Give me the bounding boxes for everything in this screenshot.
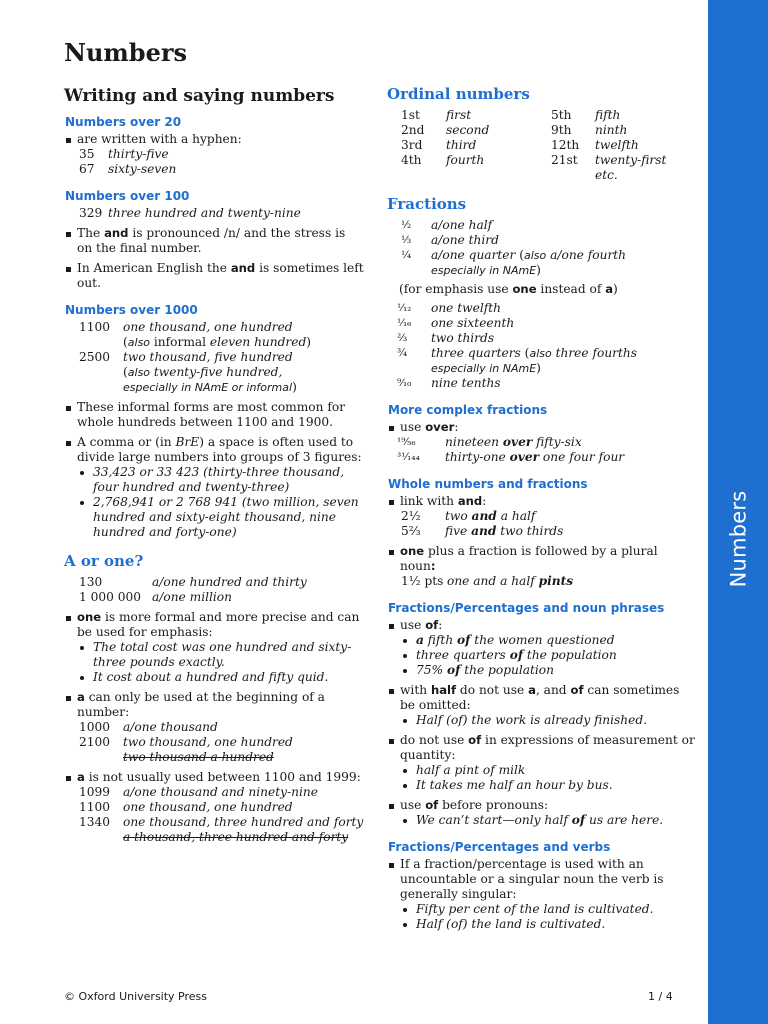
example — [79, 206, 364, 221]
fraction: ³¹⁄₁₄₄ — [397, 451, 420, 463]
text: ) — [613, 282, 618, 296]
words: five — [445, 524, 472, 538]
example — [401, 248, 697, 278]
left-column — [64, 84, 364, 845]
subheading: Numbers over 100 — [65, 189, 190, 203]
cell: 3rd — [401, 138, 423, 152]
words: two million, seven hundred and sixty-eight thousand, nine hundred and forty-one — [93, 495, 359, 539]
label: informal — [150, 335, 210, 349]
text: do not use — [456, 683, 529, 697]
subheading: Fractions — [387, 195, 467, 213]
bullet — [64, 261, 364, 291]
example — [79, 575, 364, 590]
paren: ( — [123, 365, 128, 379]
words: one thousand, one hundred — [123, 800, 293, 814]
words: two thirds — [496, 524, 564, 538]
cell: ninth — [595, 123, 628, 137]
text: do not use — [400, 733, 469, 747]
subheading: Whole numbers and fractions — [388, 477, 588, 491]
text: A comma or (in — [77, 435, 176, 449]
paren: ( — [123, 335, 128, 349]
side-tab-label: Numbers — [726, 490, 751, 588]
keyword: of — [571, 813, 586, 827]
alternative: three fourths — [551, 346, 637, 360]
whole-numbers-and-fractions — [387, 476, 697, 589]
example — [397, 376, 697, 391]
words: one twelfth — [431, 301, 501, 315]
number: 2500 — [79, 350, 111, 364]
words: a/one million — [152, 590, 232, 604]
words: two thirds — [431, 331, 495, 345]
bullet — [64, 690, 364, 720]
cell: 1st — [401, 108, 420, 122]
text: is not usually used between 1100 and 1999: — [84, 770, 361, 784]
keyword: a — [605, 282, 614, 296]
words: one thousand, three hundred and forty — [123, 815, 364, 829]
fractions-percentages-noun-phrases — [387, 600, 697, 828]
sub-bullet: It cost about a hundred and fifty quid. — [64, 670, 364, 685]
words: 75% — [416, 663, 447, 677]
label: also — [523, 249, 547, 262]
text: In American English the — [77, 261, 231, 275]
example — [401, 509, 697, 524]
number: 1340 — [79, 815, 111, 829]
text: : — [482, 494, 487, 508]
example — [397, 316, 697, 331]
keyword: one — [512, 282, 537, 296]
keyword: of — [468, 733, 482, 747]
cell: twenty-first — [595, 153, 667, 167]
complex-fractions — [387, 402, 697, 465]
words: We can’t start—only half — [416, 813, 572, 827]
fraction: 2½ — [401, 509, 421, 523]
text: can sometimes be omitted: — [400, 683, 680, 712]
alternative: eleven hundred — [209, 335, 307, 349]
sub-bullet: Fifty per cent of the land is cultivated. — [387, 902, 697, 917]
keyword: and — [471, 524, 497, 538]
sub-bullet — [387, 713, 697, 728]
ordinal-table — [401, 108, 697, 183]
numbers-over-20 — [64, 114, 364, 177]
keyword: one — [77, 610, 102, 624]
text: is sometimes left out. — [77, 261, 364, 290]
words: ) the work is already finished. — [462, 713, 648, 727]
text: link with — [400, 494, 458, 508]
example — [79, 320, 364, 350]
sub-bullet — [387, 648, 697, 663]
fraction: ½ — [401, 219, 412, 231]
words: two thousand, one hundred — [123, 735, 293, 749]
fraction: ⅔ — [397, 332, 408, 344]
incorrect-example: a thousand, three hundred and forty — [123, 830, 349, 844]
number: 2100 — [79, 735, 111, 749]
sub-bullet — [387, 813, 697, 828]
text: , and — [535, 683, 571, 697]
example — [79, 720, 364, 735]
keyword: of — [446, 663, 461, 677]
paren: ) — [536, 361, 541, 375]
paren: ) — [292, 380, 297, 394]
keyword: of — [425, 618, 439, 632]
fraction: ¹⁄₁₆ — [397, 317, 412, 329]
fraction: ⅓ — [401, 234, 412, 246]
number: 1½ pts — [401, 574, 444, 588]
fraction: ¾ — [397, 347, 408, 359]
words: thirty-five — [108, 147, 169, 161]
text: can only be used at the beginning of a number: — [77, 690, 325, 719]
keyword: and — [104, 226, 129, 240]
text: in expressions of measurement or quantity: — [400, 733, 695, 762]
subheading: A or one? — [64, 552, 144, 570]
bullet — [387, 683, 697, 713]
sub-bullet — [387, 663, 697, 678]
sub-bullet: The total cost was one hundred and sixty-three pounds exactly. — [64, 640, 364, 670]
words: a/one thousand and ninety-nine — [123, 785, 318, 799]
fraction: ¹⁄₁₂ — [397, 302, 412, 314]
words: a/one third — [431, 233, 499, 247]
alternative: a/one fourth — [546, 248, 627, 262]
words: fifth — [423, 633, 458, 647]
words: a/one hundred and thirty — [152, 575, 307, 589]
words: Half ( — [416, 917, 451, 931]
words: one four four — [539, 450, 625, 464]
number: 1100 — [79, 800, 111, 814]
keyword: over — [425, 420, 455, 434]
number: 1000 — [79, 720, 111, 734]
cell: first — [446, 108, 472, 122]
sub-bullet: half a pint of milk — [387, 763, 697, 778]
keyword: over — [509, 450, 540, 464]
cell: fifth — [595, 108, 621, 122]
bullet — [64, 610, 364, 640]
cell: twelfth — [595, 138, 639, 152]
cell: second — [446, 123, 490, 137]
keyword: a — [528, 683, 536, 697]
text: plus a fraction is followed by a plural noun — [400, 544, 658, 573]
fraction: ⁹⁄₁₀ — [397, 377, 412, 389]
paren: ( — [520, 346, 530, 360]
keyword: of — [570, 683, 584, 697]
label: BrE — [175, 435, 200, 449]
cell: third — [446, 138, 477, 152]
number: 1 000 000 — [79, 590, 142, 604]
text: use — [400, 618, 426, 632]
paren: ) — [306, 335, 312, 349]
bullet — [387, 798, 697, 813]
number: 1099 — [79, 785, 111, 799]
cell: 5th — [551, 108, 572, 122]
sub-bullet — [387, 633, 697, 648]
bullet: are written with a hyphen: — [64, 132, 364, 147]
words: one and a half — [447, 574, 539, 588]
keyword: of — [509, 648, 524, 662]
keyword: and — [471, 509, 497, 523]
bullet: These informal forms are most common for whole hundreds between 1100 and 1900. — [64, 400, 364, 430]
words: the population — [523, 648, 617, 662]
words: a/one thousand — [123, 720, 218, 734]
a-or-one — [64, 551, 364, 845]
bullet — [387, 420, 697, 435]
subheading: Ordinal numbers — [387, 85, 530, 103]
words: fifty-six — [532, 435, 582, 449]
emphasis-note — [399, 282, 697, 297]
number: 329 — [79, 206, 103, 220]
example — [397, 331, 697, 346]
example — [79, 815, 364, 830]
page-number: 1 / 4 — [648, 990, 673, 1003]
example — [79, 350, 364, 395]
cell: 21st — [551, 153, 578, 167]
keyword: pints — [538, 574, 574, 588]
example — [401, 233, 697, 248]
number: 35 — [79, 147, 95, 161]
cell: 12th — [551, 138, 580, 152]
subheading: Fractions/Percentages and noun phrases — [388, 601, 665, 615]
bullet — [387, 494, 697, 509]
subheading: Numbers over 20 — [65, 115, 182, 129]
number: 130 — [79, 575, 103, 589]
text: before pronouns: — [438, 798, 549, 812]
words: a/one half — [431, 218, 493, 232]
words: three quarters — [416, 648, 510, 662]
keyword: and — [230, 261, 256, 275]
usage-note: especially in NAmE — [431, 264, 537, 277]
keyword: one — [400, 544, 425, 558]
section-heading: Writing and saying numbers — [64, 86, 335, 106]
words: two — [445, 509, 472, 523]
example — [397, 450, 697, 465]
words: one thousand, one hundred — [123, 320, 293, 334]
incorrect-example: two thousand a hundred — [123, 750, 274, 764]
keyword: and — [457, 494, 483, 508]
text: use — [400, 420, 426, 434]
example — [79, 800, 364, 815]
page-title: Numbers — [64, 38, 187, 67]
cell: fourth — [446, 153, 485, 167]
words: thirty-one — [445, 450, 510, 464]
ordinal-numbers — [387, 84, 697, 183]
bullet — [64, 770, 364, 785]
example: 33,423 or 33 423 — [93, 465, 200, 479]
keyword: a — [77, 690, 85, 704]
words: sixty-seven — [108, 162, 177, 176]
numbers-over-1000 — [64, 302, 364, 540]
bullet — [387, 544, 697, 574]
text: The — [77, 226, 105, 240]
text: : — [438, 618, 443, 632]
words: three quarters — [431, 346, 521, 360]
bullet: If a fraction/percentage is used with an uncountable or a singular noun the verb is generally singular: — [387, 857, 697, 902]
cell — [551, 168, 595, 183]
example — [401, 524, 697, 539]
example — [397, 346, 697, 376]
bullet — [64, 435, 364, 465]
sub-bullet: 33,423 or 33 423 (thirty-three thousand, four hundred and twenty-three) — [64, 465, 364, 495]
fraction: ¼ — [401, 249, 412, 261]
words: one sixteenth — [431, 316, 515, 330]
words: a/one quarter — [431, 248, 516, 262]
cell: 2nd — [401, 123, 425, 137]
cell: 9th — [551, 123, 572, 137]
keyword: of — [425, 798, 439, 812]
fractions — [387, 194, 697, 391]
paren: ( — [515, 248, 524, 262]
words: three hundred and twenty-nine — [108, 206, 301, 220]
number: 1100 — [79, 320, 111, 334]
text: is pronounced /n/ and the stress is on the final number. — [77, 226, 346, 255]
example — [79, 735, 364, 750]
words: of — [450, 917, 463, 931]
text: instead of — [536, 282, 606, 296]
words: thirty-three thousand, four hundred and twenty-three — [93, 465, 345, 494]
fractions-percentages-verbs — [387, 839, 697, 932]
text: is more formal and more precise and can be used for emphasis: — [77, 610, 360, 639]
bullet — [64, 226, 364, 256]
cell — [401, 168, 446, 183]
subheading: Numbers over 1000 — [65, 303, 198, 317]
label: also — [127, 336, 151, 349]
keyword: a — [416, 633, 424, 647]
bullet — [387, 733, 697, 763]
fraction: 5⅔ — [401, 524, 421, 538]
text: : — [430, 559, 436, 573]
example — [401, 218, 697, 233]
words: us are here. — [585, 813, 664, 827]
sub-bullet: 2,768,941 or 2 768 941 (two million, seven hundred and sixty-eight thousand, nine hundred and forty-one) — [64, 495, 364, 540]
usage-note: especially in NAmE or informal — [123, 381, 293, 394]
right-column — [387, 84, 697, 932]
words: a half — [496, 509, 536, 523]
words: the population — [460, 663, 554, 677]
number: 67 — [79, 162, 95, 176]
numbers-over-100 — [64, 188, 364, 291]
text: use — [400, 798, 426, 812]
words: the women questioned — [470, 633, 615, 647]
example — [79, 162, 364, 177]
side-tab — [708, 484, 768, 594]
bullet — [387, 618, 697, 633]
words: of — [450, 713, 463, 727]
label: also — [127, 366, 151, 379]
alternative: twenty-five hundred, — [150, 365, 283, 379]
example — [401, 574, 697, 589]
example — [79, 147, 364, 162]
keyword: of — [457, 633, 471, 647]
fraction: ¹⁹⁄₅₆ — [397, 436, 416, 448]
words: nineteen — [445, 435, 503, 449]
keyword: a — [77, 770, 85, 784]
copyright: © Oxford University Press — [64, 990, 208, 1003]
example — [79, 590, 364, 605]
words: ) the land is cultivated. — [462, 917, 606, 931]
words: Half ( — [416, 713, 451, 727]
keyword: over — [502, 435, 533, 449]
label: also — [529, 347, 552, 360]
sub-bullet — [387, 917, 697, 932]
cell: etc. — [595, 168, 618, 182]
example: 2,768,941 or 2 768 941 — [93, 495, 238, 509]
example — [397, 435, 697, 450]
example — [79, 785, 364, 800]
text: with — [400, 683, 431, 697]
usage-note: especially in NAmE — [431, 362, 537, 375]
cell — [446, 168, 551, 183]
subheading: Fractions/Percentages and verbs — [388, 840, 611, 854]
paren: ) — [536, 263, 541, 277]
text: ) a space is often used to divide large numbers into groups of 3 figures: — [77, 435, 362, 464]
cell: 4th — [401, 153, 422, 167]
text: : — [454, 420, 459, 434]
words: nine tenths — [431, 376, 501, 390]
subheading: More complex fractions — [388, 403, 548, 417]
text: (for emphasis use — [399, 282, 513, 296]
sub-bullet: It takes me half an hour by bus. — [387, 778, 697, 793]
example — [397, 301, 697, 316]
words: two thousand, five hundred — [123, 350, 293, 364]
keyword: half — [430, 683, 457, 697]
